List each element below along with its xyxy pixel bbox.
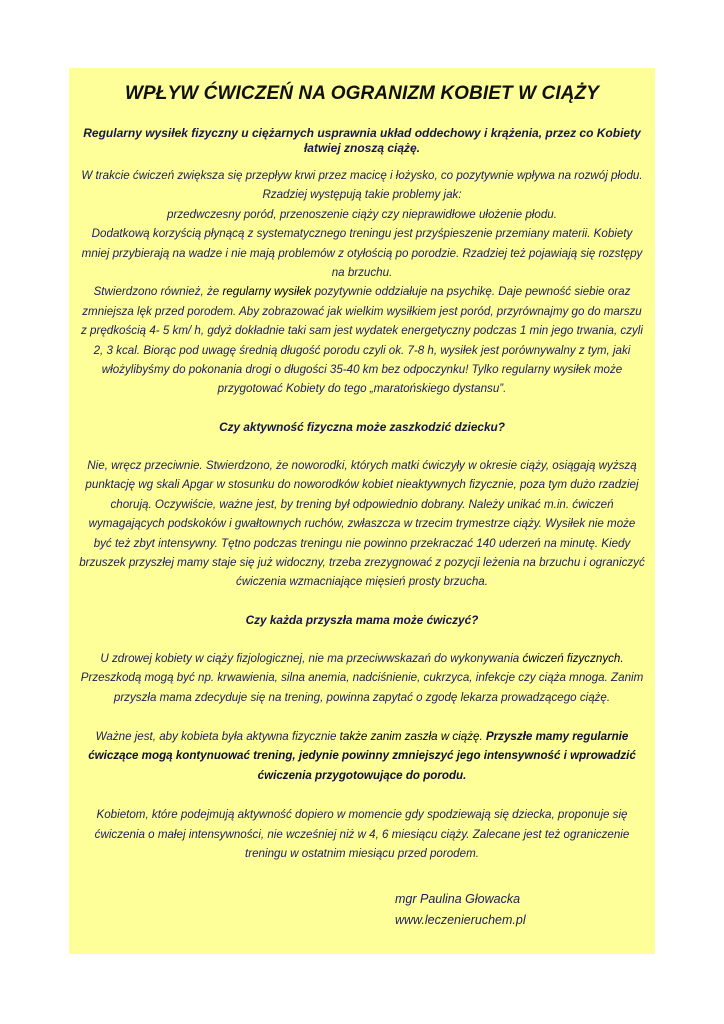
paragraph-psychology [79, 282, 645, 398]
paragraph-blood-flow: W trakcie ćwiczeń zwiększa się przepływ krwi przez macicę i łożysko, co pozytywnie wpływa na rozwój płodu. Rzadziej występują takie problemy jak: [81, 169, 643, 202]
paragraph-child-answer: Nie, wręcz przeciwnie. Stwierdzono, że noworodki, których matki ćwiczyły w okresie ciąży, osiągają wyższą punktację wg skali Apgar w stosunku do noworodków kobiet nieaktywnych fizycznie, poza tym dużo rzadziej chorują. Oczywiście, ważne jest, by trening był odpowiednio dobrany. Należy unikać m.in. ćwiczeń wymagających podskoków i gwałtownych ruchów, zwłaszcza w trzecim trymestrze ciąży. Wysiłek nie może być też zbyt intensywny. Tętno podczas treningu nie powinno przekraczać 140 uderzeń na minutę. Kiedy brzuszek przyszłej mamy staje się już widoczny, trzeba zrezygnować z pozycji leżenia na brzuchu i ograniczyć ćwiczenia wzmacniające mięsień prosty brzucha. [79, 458, 645, 589]
activity-bold-text: Przyszłe mamy regularnie ćwiczące mogą kontynuować trening, jedynie powinny zmniejszyć jego intensywność i wprowadzić ćwiczenia przygotowujące do porodu. [88, 729, 636, 782]
psychology-text-start: Stwierdzono również, że [93, 285, 223, 299]
signature-block [79, 889, 645, 931]
activity-text-start: Ważne jest, aby kobieta była aktywna fizycznie [95, 729, 340, 743]
psychology-emphasis: regularny wysiłek [222, 285, 312, 299]
website-link[interactable]: www.leczenieruchem.pl [395, 913, 526, 928]
contraindications-emphasis: ćwiczeń fizycznych. [522, 651, 624, 665]
paragraph-metabolism: Dodatkową korzyścią płynącą z systematycznego treningu jest przyśpieszenie przemiany materii. Kobiety mniej przybierają na wadze i nie mają problemów z otyłością po porodzie. Rzadziej też pojawiają się rozstępy na brzuchu. [81, 227, 643, 280]
question-heading-child-harm: Czy aktywność fizyczna może zaszkodzić dziecku? [219, 419, 505, 434]
paragraph-contraindications [79, 649, 645, 707]
psychology-text-end: pozytywnie oddziałuje na psychikę. Daje pewność siebie oraz zmniejsza lęk przed porodem. Aby zobrazować jak wielkim wysiłkiem jest poród, przyrównajmy go do marszu z prędkością 4- 5 km/ h, gdyż dokładnie taki sam jest wydatek energetyczny podczas 1 min jego trwania, czyli 2, 3 kcal. Biorąc pod uwagę średnią długość porodu czyli ok. 7-8 h, wysiłek jest porównywalny z tym, jaki włożylibyśmy do pokonania drogi o długości 35-40 km bez odpoczynku! Tylko regularny wysiłek może przygotować Kobiety do tego „maratońskiego dystansu”. [81, 285, 643, 396]
question-heading-every-mother: Czy każda przyszła mama może ćwiczyć? [245, 612, 479, 627]
document-page [69, 68, 655, 954]
document-title: WPŁYW ĆWICZEŃ NA OGRANIZM KOBIET W CIĄŻY [124, 83, 600, 104]
author-name: mgr Paulina Głowacka [395, 892, 521, 907]
paragraph-problems-list: przedwczesny poród, przenoszenie ciąży czy nieprawidłowe ułożenie płodu. [167, 207, 557, 221]
paragraph-activity-before-pregnancy [79, 727, 645, 785]
contraindications-text-end: Przeszkodą mogą być np. krwawienia, silna anemia, nadciśnienie, cukrzyca, infekcje czy ciąża mnoga. Zanim przyszła mama zdecyduje się na trening, powinna zapytać o zgodę lekarza prowadzącego ciążę. [80, 671, 644, 704]
contraindications-text-start: U zdrowej kobiety w ciąży fizjologicznej, nie ma przeciwwskazań do wykonywania [100, 651, 523, 665]
lead-paragraph: Regularny wysiłek fizyczny u ciężarnych usprawnia układ oddechowy i krążenia, przez co Kobiety łatwiej znoszą ciążę. [83, 126, 641, 155]
paragraph-late-start: Kobietom, które podejmują aktywność dopiero w momencie gdy spodziewają się dziecka, proponuje się ćwiczenia o małej intensywności, nie wcześniej niż w 4, 6 miesiącu ciąży. Zalecane jest też ograniczenie treningu w ostatnim miesiącu przed porodem. [94, 808, 630, 860]
activity-emphasis: także zanim zaszła w ciążę. [339, 729, 483, 743]
